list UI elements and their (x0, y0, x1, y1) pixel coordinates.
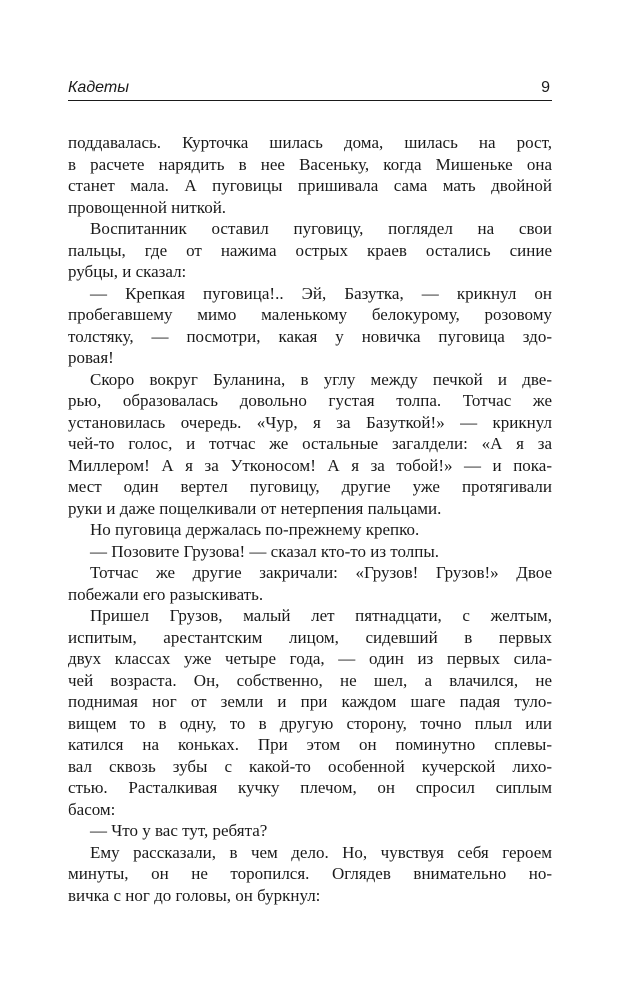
paragraph (68, 562, 552, 605)
text-line: Но пуговица держалась по-прежнему крепко. (90, 520, 420, 539)
text-line: вал сквозь зубы с какой-то особенной кучерской лихо- (68, 756, 552, 776)
text-line: поднимая ног от земли и при каждом шаге падая туло- (68, 692, 552, 711)
text-line: испитым, арестантским лицом, сидевший в первых (68, 627, 552, 647)
paragraph (68, 519, 552, 541)
text-line: двух классах уже четыре года, — один из первых сила- (68, 649, 552, 668)
paragraph (68, 842, 552, 907)
text-line: поддавалась. Курточка шилась дома, шилась на рост, (68, 133, 552, 152)
text-line: катился на коньках. При этом он поминутно сплевы- (68, 735, 552, 754)
text-line: руки и даже пощелкивали от нетерпения пальцами. (68, 498, 442, 518)
text-line: вищем то в одну, то в другую сторону, точно плыл или (68, 713, 552, 733)
paragraph (68, 541, 552, 563)
text-line: чей возраста. Он, собственно, не шел, а влачился, не (68, 670, 552, 690)
paragraph (68, 132, 552, 218)
text-line: Пришел Грузов, малый лет пятнадцати, с желтым, (90, 606, 552, 625)
text-line: вичка с ног до головы, он буркнул: (68, 885, 321, 905)
text-line: — Что у вас тут, ребята? (90, 821, 268, 840)
body-text (68, 132, 552, 906)
text-line: рубцы, и сказал: (68, 262, 187, 281)
text-line: установилась очередь. «Чур, я за Базуткой!» — крикнул (68, 412, 552, 432)
text-line: станет мала. А пуговицы пришивала сама мать двойной (68, 176, 552, 195)
text-line: толстяку, — посмотри, какая у новичка пуговица здо- (68, 326, 552, 346)
text-line: Ему рассказали, в чем дело. Но, чувствуя себя героем (90, 842, 552, 862)
paragraph (68, 218, 552, 283)
text-line: — Крепкая пуговица!.. Эй, Базутка, — крикнул он (90, 283, 552, 303)
paragraph (68, 283, 552, 369)
paragraph (68, 605, 552, 820)
text-line: Тотчас же другие закричали: «Грузов! Грузов!» Двое (90, 563, 552, 582)
header-rule (68, 100, 552, 101)
running-header (68, 77, 552, 99)
text-line: — Позовите Грузова! — сказал кто-то из толпы. (90, 541, 440, 561)
text-line: минуты, он не торопился. Оглядев внимательно но- (68, 864, 552, 883)
text-line: Скоро вокруг Буланина, в углу между печкой и две- (90, 369, 552, 389)
paragraph (68, 820, 552, 842)
text-line: рью, образовалась довольно густая толпа. Тотчас же (68, 391, 552, 410)
text-line: побежали его разыскивать. (68, 584, 264, 604)
text-line: в расчете нарядить в нее Васеньку, когда Мишеньке она (68, 154, 552, 174)
text-line: стью. Расталкивая кучку плечом, он спросил сиплым (68, 778, 552, 797)
text-line: ровая! (68, 348, 114, 367)
text-line: пальцы, где от нажима острых краев остались синие (68, 240, 552, 260)
text-line: Воспитанник оставил пуговицу, поглядел на свои (90, 219, 552, 238)
paragraph (68, 369, 552, 520)
text-line: басом: (68, 799, 116, 819)
text-line: мест один вертел пуговицу, другие уже протягивали (68, 477, 552, 496)
text-line: чей-то голос, и тотчас же остальные загалдели: «А я за (68, 434, 552, 453)
text-line: пробегавшему мимо маленькому белокурому, розовому (68, 305, 552, 324)
running-title: Кадеты (68, 79, 129, 96)
text-line: Миллером! А я за Утконосом! А я за тобой!» — и пока- (68, 455, 552, 475)
page-number: 9 (541, 79, 550, 96)
text-line: провощенной ниткой. (68, 197, 227, 217)
